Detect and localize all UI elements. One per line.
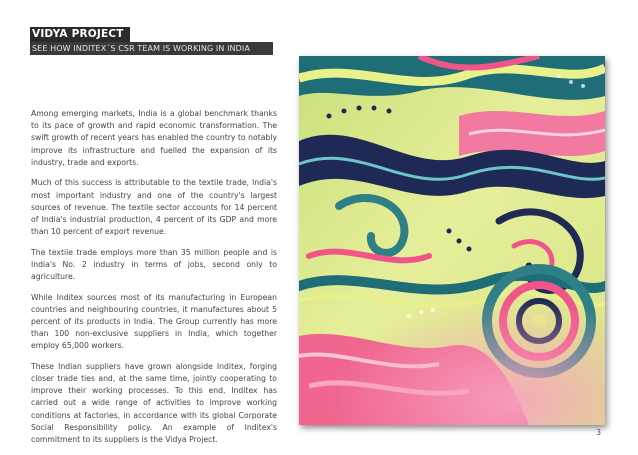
page-header (30, 27, 273, 55)
page-title: VIDYA PROJECT (30, 27, 130, 42)
paragraph-1: Among emerging markets, India is a global benchmark thanks to its pace of growth and rapid economic transformation. The swift growth of recent years has enabled the country to notably improve its infrastructure and fuelled the expansion of its industry, trade and exports. (31, 109, 277, 167)
paragraph-4: While Inditex sources most of its manufacturing in European countries and neighbouring countries, it manufactures about 5 percent of its products in India. The Group currently has more than 100 non-exclusive suppliers in India, which together employ 65,000 workers. (31, 292, 277, 351)
page-subtitle: SEE HOW INDITEX´S CSR TEAM IS WORKING IN INDIA (30, 42, 273, 55)
textile-fabric-photo (299, 56, 605, 425)
paragraph-5: These Indian suppliers have grown alongside Inditex, forging closer trade ties and, at the same time, jointly cooperating to improve their working processes. To this end, Inditex has carried out a wide range of activities to improve working conditions at factories, in accordance with its global Corporate Social Responsibility policy. An example of Inditex's commitment to its suppliers is the Vidya Project. (31, 361, 277, 445)
article-body (31, 108, 277, 455)
page-number: 3 (596, 428, 602, 437)
paragraph-2: Much of this success is attributable to the textile trade, India's most important industry and one of the country's largest sources of revenue. The textile sector accounts for 14 percent of India's industrial production, 4 percent of its GDP and more than 10 percent of export revenue. (31, 178, 277, 237)
paragraph-3: The textile trade employs more than 35 million people and is India's No. 2 industry in terms of jobs, second only to agriculture. (31, 247, 277, 282)
textile-pattern-illustration (299, 56, 605, 425)
